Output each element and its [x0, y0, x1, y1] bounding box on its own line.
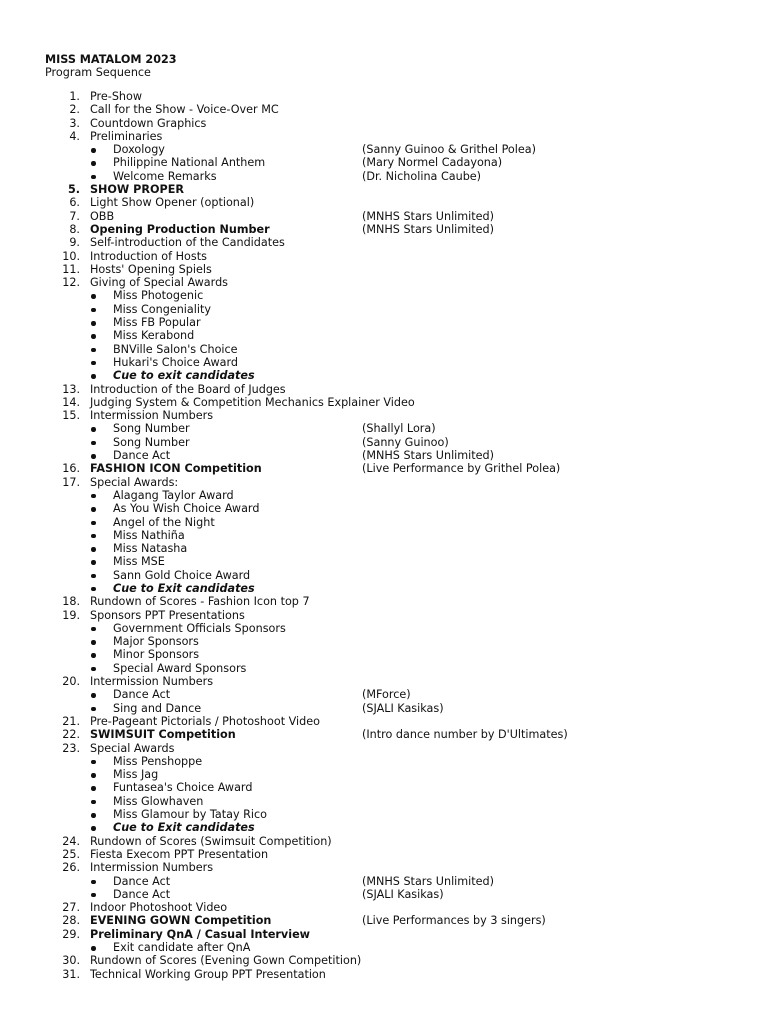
item-number: 13.	[62, 382, 80, 396]
list-item	[0, 276, 768, 289]
list-item	[0, 117, 768, 130]
list-sub-item	[0, 781, 768, 794]
list-sub-item	[0, 489, 768, 502]
item-text: Welcome Remarks	[113, 169, 217, 183]
bullet-icon	[91, 361, 96, 366]
bullet-icon	[91, 893, 96, 898]
item-number: 11.	[62, 262, 80, 276]
item-text: SHOW PROPER	[90, 183, 184, 197]
list-item	[0, 409, 768, 422]
item-text: Minor Sponsors	[113, 648, 200, 662]
list-item	[0, 103, 768, 116]
list-item	[0, 928, 768, 941]
bullet-icon	[91, 308, 96, 313]
list-item	[0, 609, 768, 622]
list-sub-item	[0, 662, 768, 675]
item-performer-note: (MNHS Stars Unlimited)	[362, 449, 495, 463]
list-item	[0, 196, 768, 209]
item-number: 8.	[69, 222, 80, 236]
list-item	[0, 968, 768, 981]
list-sub-item	[0, 808, 768, 821]
item-number: 2.	[69, 103, 80, 117]
item-number: 9.	[69, 236, 80, 250]
item-text: Philippine National Anthem	[113, 156, 266, 170]
bullet-icon	[91, 880, 96, 885]
bullet-icon	[91, 786, 96, 791]
item-text: Miss Nathiña	[113, 528, 185, 542]
list-item	[0, 848, 768, 861]
item-number: 7.	[69, 209, 80, 223]
list-sub-item	[0, 795, 768, 808]
list-sub-item	[0, 329, 768, 342]
item-number: 27.	[62, 901, 80, 915]
item-text: Preliminaries	[90, 129, 163, 143]
list-item	[0, 835, 768, 848]
item-number: 4.	[69, 129, 80, 143]
item-performer-note: (Mary Normel Cadayona)	[362, 156, 503, 170]
list-item	[0, 462, 768, 475]
item-text: Judging System & Competition Mechanics Explainer Video	[90, 395, 415, 409]
item-text: Rundown of Scores (Evening Gown Competition)	[90, 954, 362, 968]
item-text: Miss Glamour by Tatay Rico	[113, 808, 268, 822]
bullet-icon	[91, 640, 96, 645]
item-text: Funtasea's Choice Award	[113, 781, 253, 795]
bullet-icon	[91, 507, 96, 512]
item-text: Introduction of Hosts	[90, 249, 207, 263]
item-number: 15.	[62, 409, 80, 423]
item-text: BNVille Salon's Choice	[113, 342, 238, 356]
list-sub-item	[0, 369, 768, 382]
item-number: 16.	[62, 462, 80, 476]
list-item	[0, 183, 768, 196]
list-sub-item	[0, 316, 768, 329]
bullet-icon	[91, 427, 96, 432]
list-item	[0, 595, 768, 608]
item-performer-note: (Live Performance by Grithel Polea)	[362, 462, 561, 476]
item-number: 14.	[62, 395, 80, 409]
item-text: Indoor Photoshoot Video	[90, 901, 228, 915]
list-item	[0, 742, 768, 755]
item-number: 29.	[62, 927, 80, 941]
bullet-icon	[91, 587, 96, 592]
item-text: Cue to exit candidates	[113, 369, 255, 383]
item-text: Miss FB Popular	[113, 316, 201, 330]
item-text: Opening Production Number	[90, 222, 270, 236]
item-performer-note: (SJALI Kasikas)	[362, 701, 444, 715]
bullet-icon	[91, 175, 96, 180]
program-sequence-list	[0, 90, 768, 981]
item-text: Self-introduction of the Candidates	[90, 236, 285, 250]
item-text: Intermission Numbers	[90, 861, 214, 875]
bullet-icon	[91, 321, 96, 326]
list-sub-item	[0, 702, 768, 715]
bullet-icon	[91, 693, 96, 698]
item-text: Doxology	[113, 143, 165, 157]
item-text: Miss Photogenic	[113, 289, 204, 303]
item-text: Dance Act	[113, 688, 171, 702]
item-text: Miss Natasha	[113, 542, 188, 556]
list-sub-item	[0, 569, 768, 582]
list-sub-item	[0, 821, 768, 834]
item-text: Hukari's Choice Award	[113, 355, 238, 369]
item-text: Preliminary QnA / Casual Interview	[90, 927, 310, 941]
item-number: 10.	[62, 249, 80, 263]
item-performer-note: (MNHS Stars Unlimited)	[362, 209, 495, 223]
list-item	[0, 236, 768, 249]
list-sub-item	[0, 622, 768, 635]
item-text: SWIMSUIT Competition	[90, 728, 236, 742]
item-number: 23.	[62, 741, 80, 755]
item-text: FASHION ICON Competition	[90, 462, 262, 476]
list-sub-item	[0, 768, 768, 781]
bullet-icon	[91, 813, 96, 818]
bullet-icon	[91, 148, 96, 153]
list-item	[0, 250, 768, 263]
item-performer-note: (MForce)	[362, 688, 411, 702]
list-sub-item	[0, 529, 768, 542]
item-number: 24.	[62, 834, 80, 848]
item-text: Special Awards	[90, 741, 175, 755]
item-number: 20.	[62, 675, 80, 689]
list-item	[0, 954, 768, 967]
item-text: Dance Act	[113, 449, 171, 463]
item-text: Special Awards:	[90, 475, 179, 489]
bullet-icon	[91, 574, 96, 579]
item-text: Miss MSE	[113, 555, 165, 569]
list-item	[0, 715, 768, 728]
list-sub-item	[0, 875, 768, 888]
item-text: Sponsors PPT Presentations	[90, 608, 245, 622]
bullet-icon	[91, 800, 96, 805]
item-number: 1.	[69, 90, 80, 103]
list-item	[0, 675, 768, 688]
item-number: 25.	[62, 847, 80, 861]
item-number: 22.	[62, 728, 80, 742]
list-item	[0, 728, 768, 741]
item-text: Pre-Pageant Pictorials / Photoshoot Video	[90, 714, 320, 728]
item-text: Countdown Graphics	[90, 116, 207, 130]
item-text: OBB	[90, 209, 115, 223]
item-number: 19.	[62, 608, 80, 622]
list-sub-item	[0, 555, 768, 568]
list-sub-item	[0, 303, 768, 316]
list-item	[0, 223, 768, 236]
item-text: Special Award Sponsors	[113, 661, 247, 675]
item-text: Rundown of Scores - Fashion Icon top 7	[90, 595, 310, 609]
list-item	[0, 90, 768, 103]
item-performer-note: (Sanny Guinoo)	[362, 435, 449, 449]
item-text: Giving of Special Awards	[90, 276, 228, 290]
item-text: Song Number	[113, 435, 190, 449]
bullet-icon	[91, 547, 96, 552]
item-number: 26.	[62, 861, 80, 875]
item-performer-note: (Dr. Nicholina Caube)	[362, 169, 482, 183]
item-text: Technical Working Group PPT Presentation	[90, 967, 326, 981]
list-item	[0, 861, 768, 874]
item-text: Dance Act	[113, 887, 171, 901]
list-sub-item	[0, 143, 768, 156]
list-sub-item	[0, 941, 768, 954]
bullet-icon	[91, 454, 96, 459]
item-performer-note: (Shallyl Lora)	[362, 422, 436, 436]
item-text: Call for the Show - Voice-Over MC	[90, 103, 279, 117]
list-sub-item	[0, 888, 768, 901]
item-number: 21.	[62, 714, 80, 728]
list-sub-item	[0, 582, 768, 595]
item-text: Alagang Taylor Award	[113, 488, 234, 502]
bullet-icon	[91, 707, 96, 712]
item-text: Intermission Numbers	[90, 675, 214, 689]
list-item	[0, 263, 768, 276]
item-performer-note: (Live Performances by 3 singers)	[362, 914, 546, 928]
bullet-icon	[91, 348, 96, 353]
bullet-icon	[91, 161, 96, 166]
item-text: Sing and Dance	[113, 701, 202, 715]
item-performer-note: (Intro dance number by D'Ultimates)	[362, 728, 568, 742]
item-text: Cue to Exit candidates	[113, 821, 255, 835]
list-sub-item	[0, 356, 768, 369]
item-number: 17.	[62, 475, 80, 489]
item-number: 12.	[62, 276, 80, 290]
item-text: Major Sponsors	[113, 635, 199, 649]
item-text: Pre-Show	[90, 90, 143, 103]
list-item	[0, 476, 768, 489]
list-sub-item	[0, 343, 768, 356]
bullet-icon	[91, 773, 96, 778]
bullet-icon	[91, 560, 96, 565]
list-sub-item	[0, 542, 768, 555]
list-sub-item	[0, 502, 768, 515]
item-text: Fiesta Execom PPT Presentation	[90, 847, 269, 861]
bullet-icon	[91, 534, 96, 539]
bullet-icon	[91, 627, 96, 632]
item-text: Miss Jag	[113, 768, 159, 782]
item-text: Cue to Exit candidates	[113, 581, 255, 595]
item-number: 31.	[62, 967, 80, 981]
list-item	[0, 396, 768, 409]
item-text: Intermission Numbers	[90, 409, 214, 423]
list-sub-item	[0, 755, 768, 768]
bullet-icon	[91, 760, 96, 765]
list-sub-item	[0, 449, 768, 462]
item-text: Rundown of Scores (Swimsuit Competition)	[90, 834, 332, 848]
bullet-icon	[91, 374, 96, 379]
item-text: Light Show Opener (optional)	[90, 196, 255, 210]
item-text: Miss Congeniality	[113, 302, 211, 316]
list-item	[0, 901, 768, 914]
list-sub-item	[0, 422, 768, 435]
bullet-icon	[91, 294, 96, 299]
item-text: Miss Glowhaven	[113, 794, 204, 808]
item-text: Introduction of the Board of Judges	[90, 382, 286, 396]
list-sub-item	[0, 156, 768, 169]
item-text: Exit candidate after QnA	[113, 941, 251, 954]
list-item	[0, 383, 768, 396]
item-text: As You Wish Choice Award	[113, 502, 260, 516]
document-subtitle: Program Sequence	[45, 66, 151, 79]
item-number: 3.	[69, 116, 80, 130]
item-performer-note: (Sanny Guinoo & Grithel Polea)	[362, 143, 536, 157]
list-sub-item	[0, 688, 768, 701]
item-number: 6.	[69, 196, 80, 210]
item-number: 28.	[62, 914, 80, 928]
item-text: EVENING GOWN Competition	[90, 914, 272, 928]
bullet-icon	[91, 494, 96, 499]
list-sub-item	[0, 170, 768, 183]
item-text: Song Number	[113, 422, 190, 436]
bullet-icon	[91, 653, 96, 658]
list-sub-item	[0, 635, 768, 648]
item-text: Sann Gold Choice Award	[113, 568, 251, 582]
item-text: Miss Kerabond	[113, 329, 195, 343]
item-performer-note: (MNHS Stars Unlimited)	[362, 874, 495, 888]
bullet-icon	[91, 946, 96, 951]
bullet-icon	[91, 334, 96, 339]
item-text: Angel of the Night	[113, 515, 215, 529]
item-text: Hosts' Opening Spiels	[90, 262, 212, 276]
list-sub-item	[0, 648, 768, 661]
item-number: 5.	[67, 183, 80, 197]
list-sub-item	[0, 436, 768, 449]
item-text: Miss Penshoppe	[113, 754, 203, 768]
bullet-icon	[91, 826, 96, 831]
item-number: 18.	[62, 595, 80, 609]
list-item	[0, 210, 768, 223]
bullet-icon	[91, 667, 96, 672]
list-item	[0, 914, 768, 927]
item-performer-note: (MNHS Stars Unlimited)	[362, 222, 495, 236]
item-text: Government Officials Sponsors	[113, 621, 286, 635]
list-sub-item	[0, 289, 768, 302]
bullet-icon	[91, 441, 96, 446]
item-text: Dance Act	[113, 874, 171, 888]
bullet-icon	[91, 521, 96, 526]
item-number: 30.	[62, 954, 80, 968]
document-title: MISS MATALOM 2023	[45, 53, 177, 66]
list-sub-item	[0, 516, 768, 529]
list-item	[0, 130, 768, 143]
item-performer-note: (SJALI Kasikas)	[362, 887, 444, 901]
